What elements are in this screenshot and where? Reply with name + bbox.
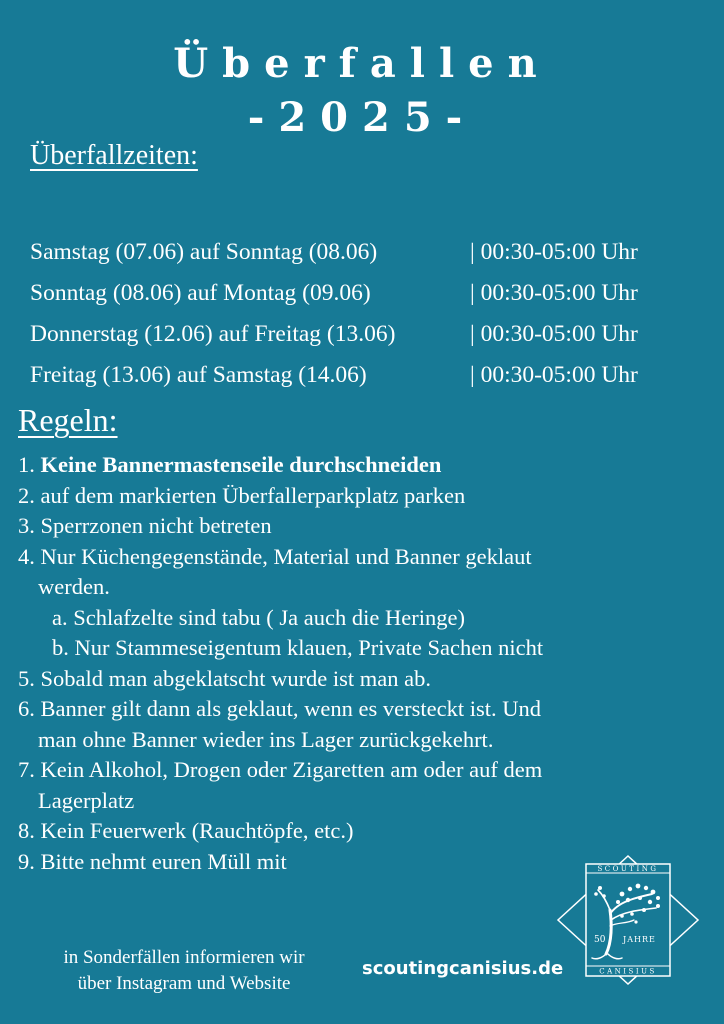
times-list	[30, 232, 638, 396]
times-time: | 00:30-05:00 Uhr	[470, 362, 638, 388]
rule-line: man ohne Banner wieder ins Lager zurückgekehrt.	[38, 726, 494, 752]
page-year: -2025-	[247, 94, 477, 141]
logo-top-text: SCOUTING	[597, 865, 659, 873]
rule-line: 2. auf dem markierten Überfallerparkplatz parken	[18, 482, 466, 508]
rule-line: 7. Kein Alkohol, Drogen oder Zigaretten am oder auf dem	[18, 757, 543, 782]
times-row	[30, 273, 638, 314]
times-row	[30, 232, 638, 273]
rule-number: 1.	[18, 452, 41, 477]
times-row	[30, 355, 638, 396]
website-link[interactable]: scoutingcanisius.de	[362, 958, 564, 979]
rule-line: 9. Bitte nehmt euren Müll mit	[18, 848, 287, 874]
rule-line: 6. Banner gilt dann als geklaut, wenn es versteckt ist. Und	[18, 696, 542, 721]
rule-line: 4. Nur Küchengegenstände, Material und Banner geklaut	[18, 543, 532, 569]
logo-number: 50	[594, 935, 606, 945]
rule-line: 3. Sperrzonen nicht betreten	[18, 513, 272, 538]
rule-line: 8. Kein Feuerwerk (Rauchtöpfe, etc.)	[18, 818, 354, 843]
times-day: Sonntag (08.06) auf Montag (09.06)	[30, 280, 371, 306]
logo-frame	[586, 864, 670, 976]
scouting-canisius-logo	[556, 854, 700, 986]
logo-bottom-text: CANISIUS	[599, 967, 657, 976]
footer-note	[16, 945, 352, 997]
page-title: Überfallen	[173, 40, 551, 87]
footer-note-line: in Sonderfällen informieren wir	[63, 947, 305, 968]
rule-subline: a. Schlafzelte sind tabu ( Ja auch die Heringe)	[52, 604, 465, 630]
rule-line: Lagerplatz	[38, 787, 135, 813]
times-day: Freitag (13.06) auf Samstag (14.06)	[30, 362, 367, 388]
rule-line: 5. Sobald man abgeklatscht wurde ist man ab.	[18, 665, 432, 691]
times-heading: Überfallzeiten:	[30, 140, 198, 171]
rule-line: werden.	[38, 574, 110, 599]
footer-note-line: über Instagram und Website	[77, 973, 291, 994]
times-time: | 00:30-05:00 Uhr	[470, 239, 638, 265]
rule-line	[18, 450, 543, 481]
times-row	[30, 314, 638, 355]
times-time: | 00:30-05:00 Uhr	[470, 321, 638, 347]
rules-list	[18, 450, 543, 877]
times-time: | 00:30-05:00 Uhr	[470, 280, 638, 306]
rules-heading: Regeln:	[18, 402, 118, 438]
rule-bold-text: Keine Bannermastenseile durchschneiden	[40, 452, 442, 477]
rule-subline: b. Nur Stammeseigentum klauen, Private Sachen nicht	[52, 635, 544, 660]
times-day: Samstag (07.06) auf Sonntag (08.06)	[30, 239, 378, 265]
times-day: Donnerstag (12.06) auf Freitag (13.06)	[30, 321, 396, 347]
logo-label: JAHRE	[623, 935, 656, 944]
